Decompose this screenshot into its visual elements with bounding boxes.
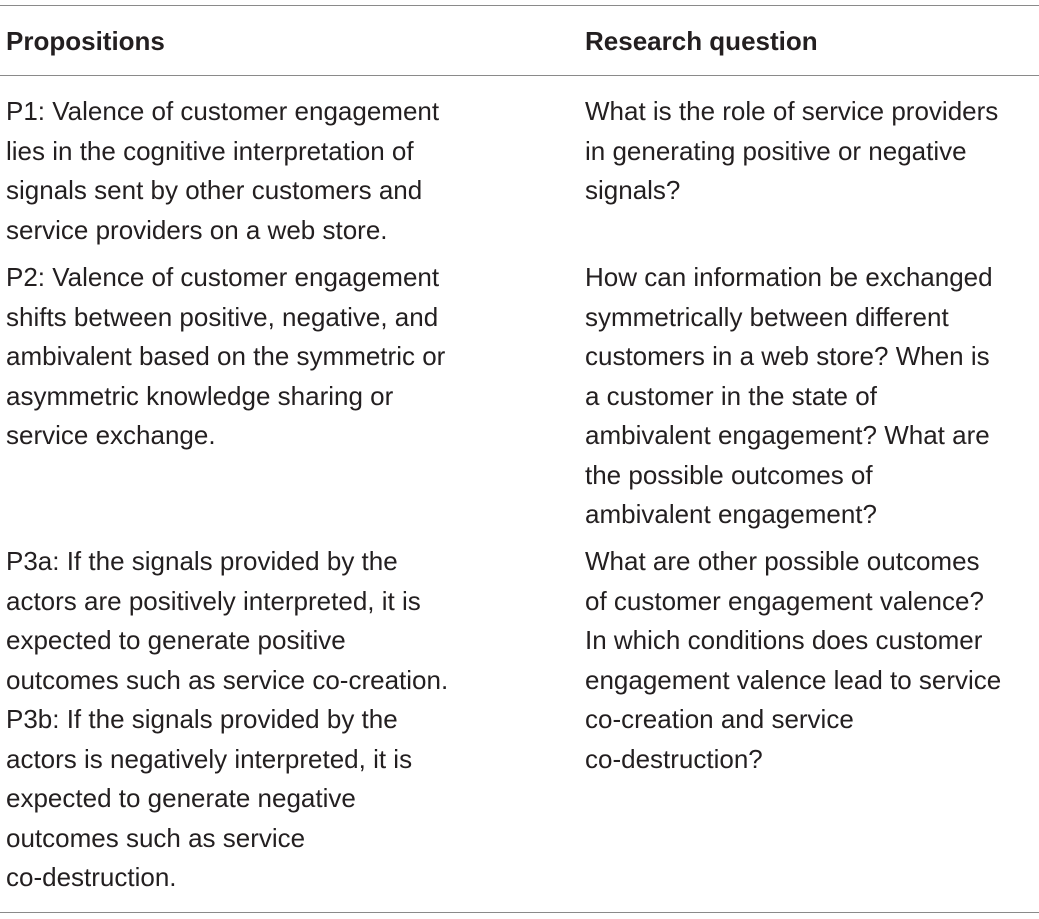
header-research-question: Research question (585, 26, 818, 56)
row-2-question: How can information be exchanged symmetrically between different customers in a web store? When is a customer in the state of ambivalent engagement? What are the possible outcomes of ambivalent engagement? (585, 262, 993, 529)
table-top-rule (0, 5, 1039, 6)
row-1-proposition: P1: Valence of customer engagement lies in the cognitive interpretation of signals sent by other customers and service providers on a web store. (6, 96, 440, 245)
header-divider-rule (0, 75, 1039, 76)
table-bottom-rule (0, 912, 1039, 913)
row-3-proposition: P3a: If the signals provided by the actors are positively interpreted, it is expected to generate positive outcomes such as service co-creation. P3b: If the signals provided by the actors is negatively interpreted, it is expected to generate negative outcomes such as service co-destruction. (6, 546, 449, 892)
header-propositions: Propositions (6, 26, 165, 56)
row-2-proposition: P2: Valence of customer engagement shifts between positive, negative, and ambivalent based on the symmetric or asymmetric knowledge sharing or service exchange. (6, 262, 446, 450)
row-3-question: What are other possible outcomes of customer engagement valence? In which conditions does customer engagement valence lead to service co-creation and service co-destruction? (585, 546, 1002, 774)
row-1-question: What is the role of service providers in generating positive or negative signals? (585, 96, 999, 205)
